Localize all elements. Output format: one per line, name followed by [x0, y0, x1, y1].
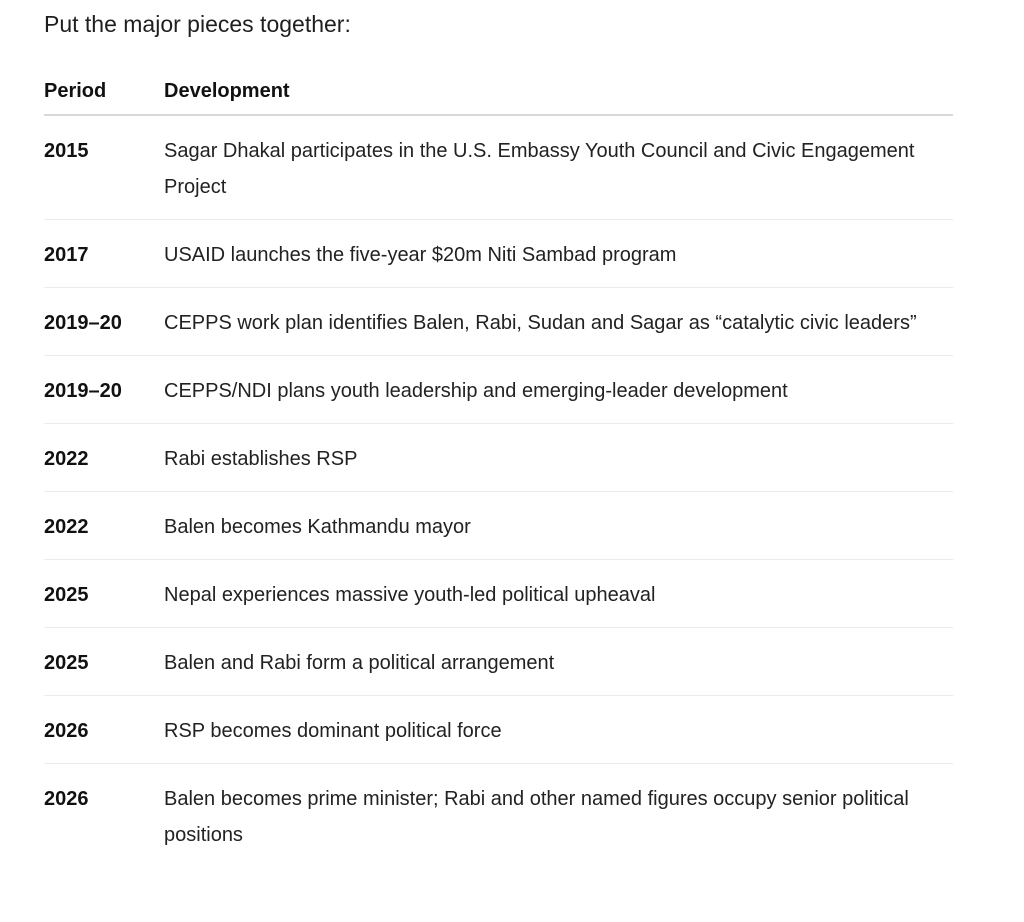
table-row: [44, 115, 953, 220]
row-development: CEPPS work plan identifies Balen, Rabi, Sudan and Sagar as “catalytic civic leaders”: [164, 288, 953, 356]
row-development: Sagar Dhakal participates in the U.S. Embassy Youth Council and Civic Engagement Project: [164, 115, 953, 220]
table-body: [44, 115, 953, 867]
table-row: [44, 356, 953, 424]
row-period: 2015: [44, 115, 164, 220]
row-development: Rabi establishes RSP: [164, 424, 953, 492]
row-development: Balen becomes prime minister; Rabi and other named figures occupy senior political positions: [164, 788, 909, 846]
table-row: [44, 696, 953, 764]
row-development: Nepal experiences massive youth-led political upheaval: [164, 560, 953, 628]
table-row: [44, 628, 953, 696]
row-period: 2022: [44, 424, 164, 492]
row-period: 2017: [44, 220, 164, 288]
row-development: Balen becomes Kathmandu mayor: [164, 492, 953, 560]
row-period: 2026: [44, 696, 164, 764]
row-development: RSP becomes dominant political force: [164, 696, 953, 764]
table-header: [44, 80, 953, 115]
header-period: Period: [44, 80, 164, 115]
table-row: [44, 288, 953, 356]
row-development: USAID launches the five-year $20m Niti Sambad program: [164, 220, 953, 288]
table-row: [44, 560, 953, 628]
table-row: [44, 424, 953, 492]
row-period: 2025: [44, 628, 164, 696]
table-row: [44, 220, 953, 288]
row-period: 2019–20: [44, 288, 164, 356]
row-development: Balen and Rabi form a political arrangement: [164, 628, 953, 696]
table-row: [44, 764, 953, 868]
timeline-table: [44, 80, 953, 867]
intro-text: Put the major pieces together:: [44, 11, 351, 37]
header-row: [44, 80, 953, 115]
header-development: Development: [164, 80, 953, 115]
row-period: 2026: [44, 788, 89, 810]
table-row: [44, 492, 953, 560]
row-period: 2022: [44, 492, 164, 560]
row-development: CEPPS/NDI plans youth leadership and emerging-leader development: [164, 356, 953, 424]
row-period: 2019–20: [44, 356, 164, 424]
row-period: 2025: [44, 560, 164, 628]
